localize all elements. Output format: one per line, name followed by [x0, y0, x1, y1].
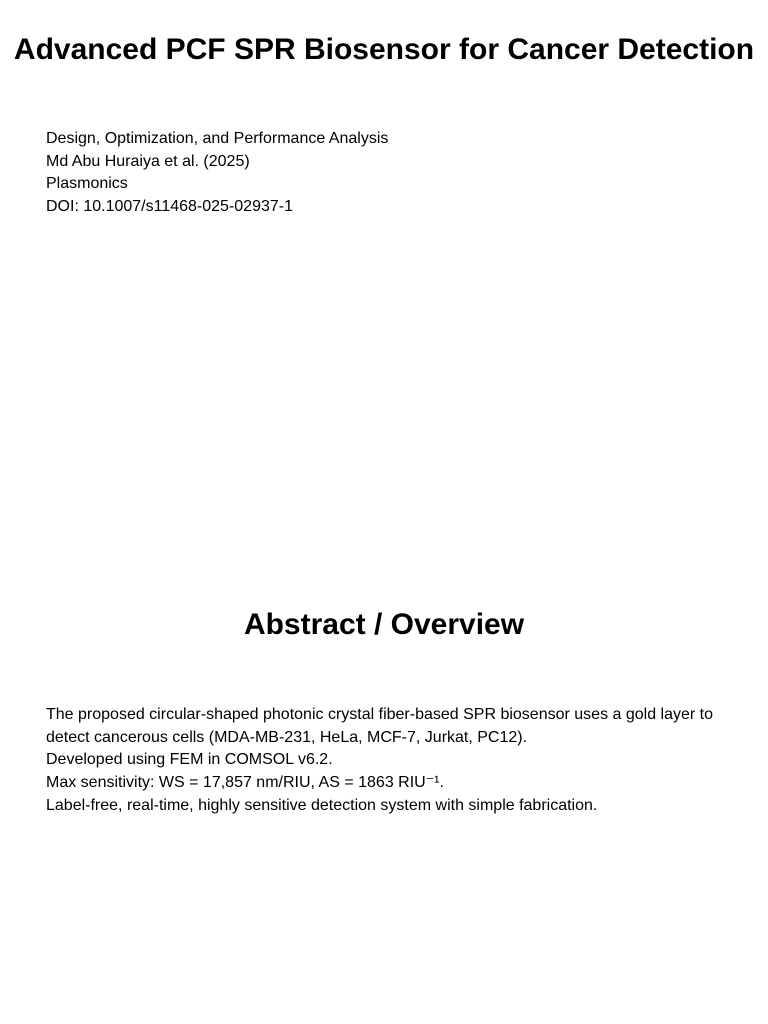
summary-line: Label-free, real-time, highly sensitive detection system with simple fabrication.	[46, 796, 598, 814]
sensitivity-line: Max sensitivity: WS = 17,857 nm/RIU, AS = 1863 RIU⁻¹.	[46, 774, 444, 792]
doi: DOI: 10.1007/s11468-025-02937-1	[46, 198, 293, 216]
authors: Md Abu Huraiya et al. (2025)	[46, 152, 250, 170]
slide-title: Advanced PCF SPR Biosensor for Cancer Detection	[13, 33, 755, 66]
journal-name: Plasmonics	[46, 175, 128, 193]
slide-title: Abstract / Overview	[243, 608, 525, 641]
abstract-text	[46, 704, 722, 818]
abstract-paragraph: The proposed circular-shaped photonic crystal fiber-based SPR biosensor uses a gold layer to detect cancerous cells (MDA-MB-231, HeLa, MCF-7, Jurkat, PC12).	[46, 706, 714, 746]
method-line: Developed using FEM in COMSOL v6.2.	[46, 751, 333, 769]
subtitle: Design, Optimization, and Performance Analysis	[46, 130, 389, 147]
title-slide-details	[46, 128, 722, 219]
abstract-slide	[0, 512, 768, 1024]
